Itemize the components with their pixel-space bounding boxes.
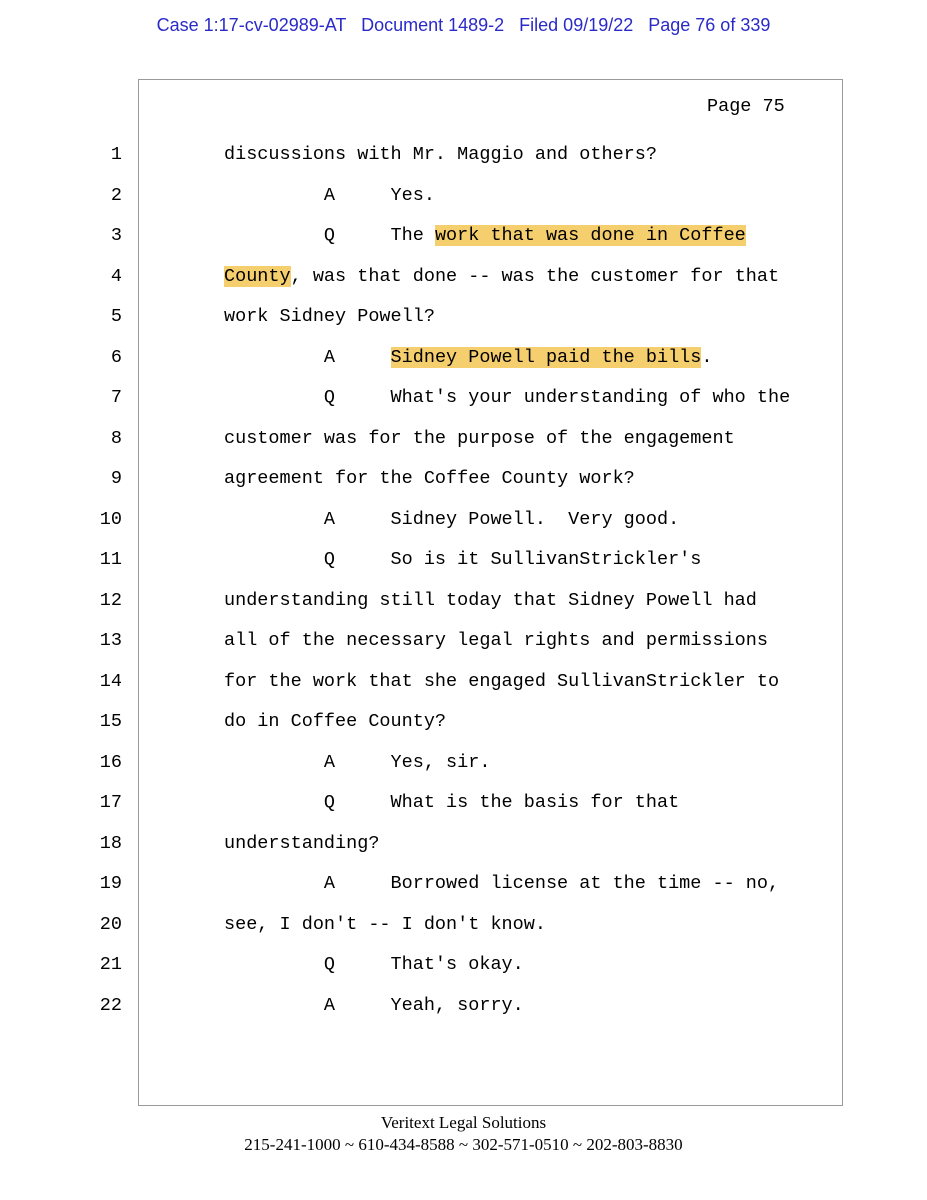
line-number: 7 — [110, 387, 122, 408]
transcript-line: for the work that she engaged SullivanStrickler to — [224, 671, 780, 692]
line-number: 3 — [110, 225, 122, 246]
transcript-line: see, I don't -- I don't know. — [224, 914, 546, 935]
footer-phones: 215-241-1000 ~ 610-434-8588 ~ 302-571-0510 ~ 202-803-8830 — [244, 1135, 683, 1154]
transcript-line: understanding? — [224, 833, 380, 854]
line-number: 13 — [99, 630, 122, 651]
line-number: 22 — [99, 995, 122, 1016]
transcript-line: customer was for the purpose of the engagement — [224, 428, 735, 449]
transcript-line: do in Coffee County? — [224, 711, 447, 732]
highlighted-text: work that was done in Coffee — [434, 225, 746, 246]
line-number: 10 — [99, 509, 122, 530]
transcript-line: A Yes, sir. — [224, 752, 491, 773]
highlighted-text: County — [224, 266, 291, 287]
transcript-line: discussions with Mr. Maggio and others? — [224, 144, 657, 165]
transcript-line: A Yes. — [224, 185, 435, 206]
line-number: 5 — [110, 306, 122, 327]
line-number: 1 — [110, 144, 122, 165]
transcript-line: Q The work that was done in Coffee — [224, 225, 746, 246]
line-number: 20 — [99, 914, 122, 935]
line-number: 11 — [99, 549, 122, 570]
transcript-line: understanding still today that Sidney Powell had — [224, 590, 757, 611]
line-number: 15 — [99, 711, 122, 732]
line-number: 12 — [99, 590, 122, 611]
line-number: 9 — [110, 468, 122, 489]
line-number: 2 — [110, 185, 122, 206]
transcript-line: all of the necessary legal rights and permissions — [224, 630, 768, 651]
transcript-line: agreement for the Coffee County work? — [224, 468, 635, 489]
transcript-line: A Sidney Powell paid the bills. — [224, 347, 713, 368]
line-number: 19 — [99, 873, 122, 894]
line-number: 17 — [99, 792, 122, 813]
transcript-line: A Yeah, sorry. — [224, 995, 524, 1016]
line-number: 18 — [99, 833, 122, 854]
transcript-line: Q What is the basis for that — [224, 792, 680, 813]
page-label: Page 75 — [707, 96, 785, 117]
case-header: Case 1:17-cv-02989-AT Document 1489-2 Filed 09/19/22 Page 76 of 339 — [156, 15, 771, 35]
line-number: 21 — [99, 954, 122, 975]
line-number: 4 — [110, 266, 122, 287]
transcript-line: Q What's your understanding of who the — [224, 387, 791, 408]
highlighted-text: Sidney Powell paid the bills — [390, 347, 702, 368]
footer-company: Veritext Legal Solutions — [380, 1113, 547, 1132]
line-number: 16 — [99, 752, 122, 773]
transcript-line: work Sidney Powell? — [224, 306, 435, 327]
line-number: 6 — [110, 347, 122, 368]
transcript-line: A Sidney Powell. Very good. — [224, 509, 680, 530]
transcript-line: Q So is it SullivanStrickler's — [224, 549, 702, 570]
transcript-line: A Borrowed license at the time -- no, — [224, 873, 780, 894]
transcript-line: Q That's okay. — [224, 954, 524, 975]
line-number: 14 — [99, 671, 122, 692]
line-number: 8 — [110, 428, 122, 449]
transcript-line: County, was that done -- was the customer for that — [224, 266, 780, 287]
